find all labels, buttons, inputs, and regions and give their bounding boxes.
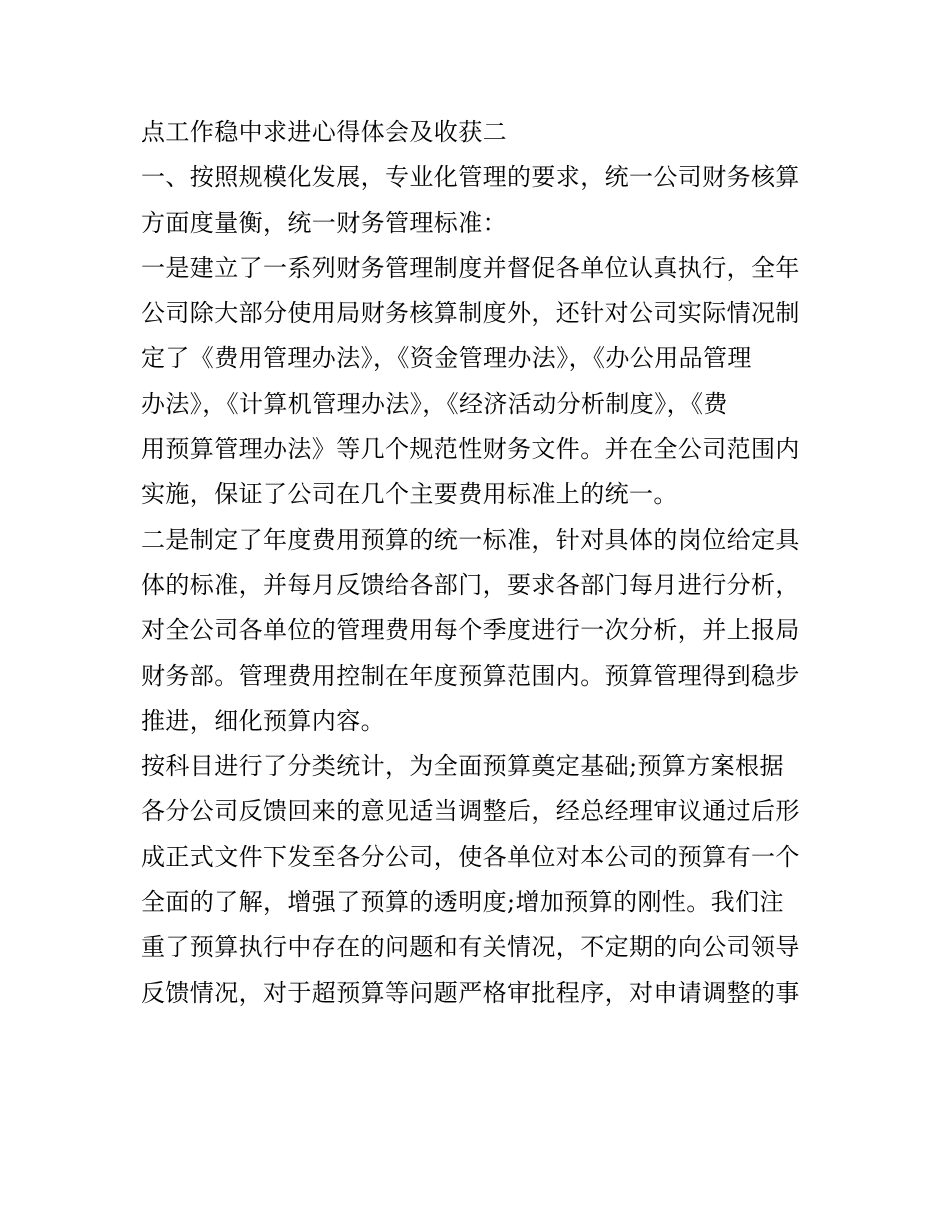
text-line: 推进，细化预算内容。 [141, 706, 385, 735]
text-line: 全面的了解，增强了预算的透明度;增加预算的刚性。我们注 [141, 888, 784, 917]
text-line: 一是建立了一系列财务管理制度并督促各单位认真执行，全年 [141, 253, 800, 282]
text-line: 反馈情况，对于超预算等问题严格审批程序，对申请调整的事 [141, 978, 800, 1007]
text-line: 对全公司各单位的管理费用每个季度进行一次分析，并上报局 [141, 616, 800, 645]
text-line: 按科目进行了分类统计，为全面预算奠定基础;预算方案根据 [141, 752, 784, 781]
text-line: 办法》，《计算机管理办法》，《经济活动分析制度》，《费 [141, 389, 728, 418]
text-line: 二是制定了年度费用预算的统一标准，针对具体的岗位给定具 [141, 525, 800, 554]
text-line: 用预算管理办法》等几个规范性财务文件。并在全公司范围内 [141, 435, 800, 464]
document-title: 点工作稳中求进心得体会及收获二 [141, 118, 507, 146]
text-line: 财务部。管理费用控制在年度预算范围内。预算管理得到稳步 [141, 661, 800, 690]
text-line: 成正式文件下发至各分公司，使各单位对本公司的预算有一个 [141, 842, 800, 871]
text-line: 一、按照规模化发展，专业化管理的要求，统一公司财务核算 [141, 163, 800, 192]
text-line: 定了《费用管理办法》，《资金管理办法》，《办公用品管理 [141, 344, 752, 373]
text-line: 各分公司反馈回来的意见适当调整后，经总经理审议通过后形 [141, 797, 800, 826]
text-line: 体的标准，并每月反馈给各部门，要求各部门每月进行分析， [141, 570, 800, 599]
text-line: 重了预算执行中存在的问题和有关情况，不定期的向公司领导 [141, 933, 800, 962]
text-line: 实施，保证了公司在几个主要费用标准上的统一。 [141, 480, 678, 509]
text-line: 方面度量衡，统一财务管理标准： [141, 208, 507, 237]
document-body [141, 110, 813, 1016]
text-line: 公司除大部分使用局财务核算制度外，还针对公司实际情况制 [141, 299, 800, 328]
